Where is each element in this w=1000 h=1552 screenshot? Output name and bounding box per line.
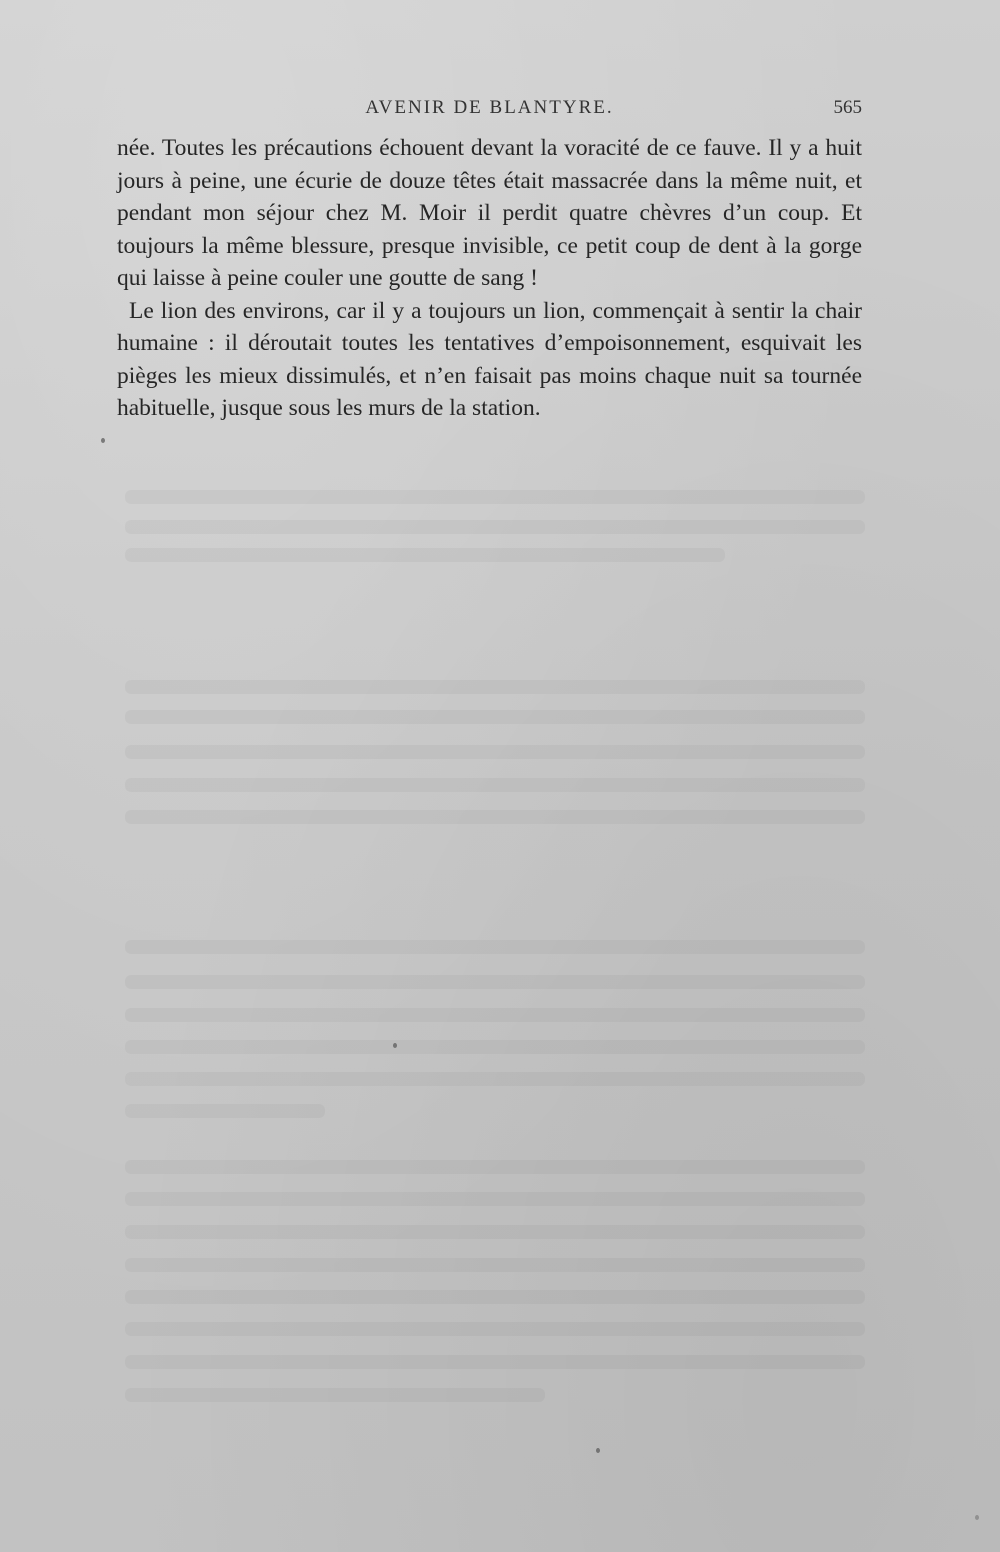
paragraph: Le lion des environs, car il y a toujours un lion, commençait à sentir la chair humaine : il déroutait toutes les tentatives d’empoisonnement, esquivait les pièges les mieux dissimulés, et n’en faisait pas moins chaque nuit sa tournée habituelle, jusque sous les murs de la station. — [117, 297, 862, 421]
bleed-through-mark — [125, 1388, 545, 1402]
bleed-through-mark — [125, 1258, 865, 1272]
bleed-through-mark — [125, 1040, 865, 1054]
bleed-through-mark — [125, 520, 865, 534]
bleed-through-mark — [125, 1072, 865, 1086]
bleed-through-mark — [125, 975, 865, 989]
bleed-through-mark — [125, 490, 865, 504]
paper-speck — [393, 1043, 397, 1048]
bleed-through-mark — [125, 548, 725, 562]
bleed-through-mark — [125, 1104, 325, 1118]
bleed-through-mark — [125, 1225, 865, 1239]
bleed-through-mark — [125, 710, 865, 724]
bleed-through-mark — [125, 680, 865, 694]
bleed-through-mark — [125, 1322, 865, 1336]
bleed-through-mark — [125, 778, 865, 792]
bleed-through-mark — [125, 810, 865, 824]
bleed-through-mark — [125, 745, 865, 759]
paragraph: née. Toutes les précautions échouent devant la voracité de ce fauve. Il y a huit jours à peine, une écurie de douze têtes était massacrée dans la même nuit, et pendant mon séjour chez M. Moir il perdit quatre chèvres d’un coup. Et toujours la même blessure, presque invisible, ce petit coup de dent à la gorge qui laisse à peine couler une goutte de sang ! — [117, 135, 862, 291]
page-number: 565 — [833, 97, 862, 118]
body-text — [117, 132, 862, 425]
bleed-through-mark — [125, 1160, 865, 1174]
paper-speck — [596, 1448, 600, 1453]
bleed-through-mark — [125, 1008, 865, 1022]
bleed-through-mark — [125, 1290, 865, 1304]
running-head — [117, 97, 862, 123]
running-title: AVENIR DE BLANTYRE. — [365, 97, 614, 118]
bleed-through-mark — [125, 940, 865, 954]
paper-speck — [101, 438, 105, 443]
bleed-through-mark — [125, 1192, 865, 1206]
bleed-through-mark — [125, 1355, 865, 1369]
paper-speck — [975, 1515, 979, 1520]
